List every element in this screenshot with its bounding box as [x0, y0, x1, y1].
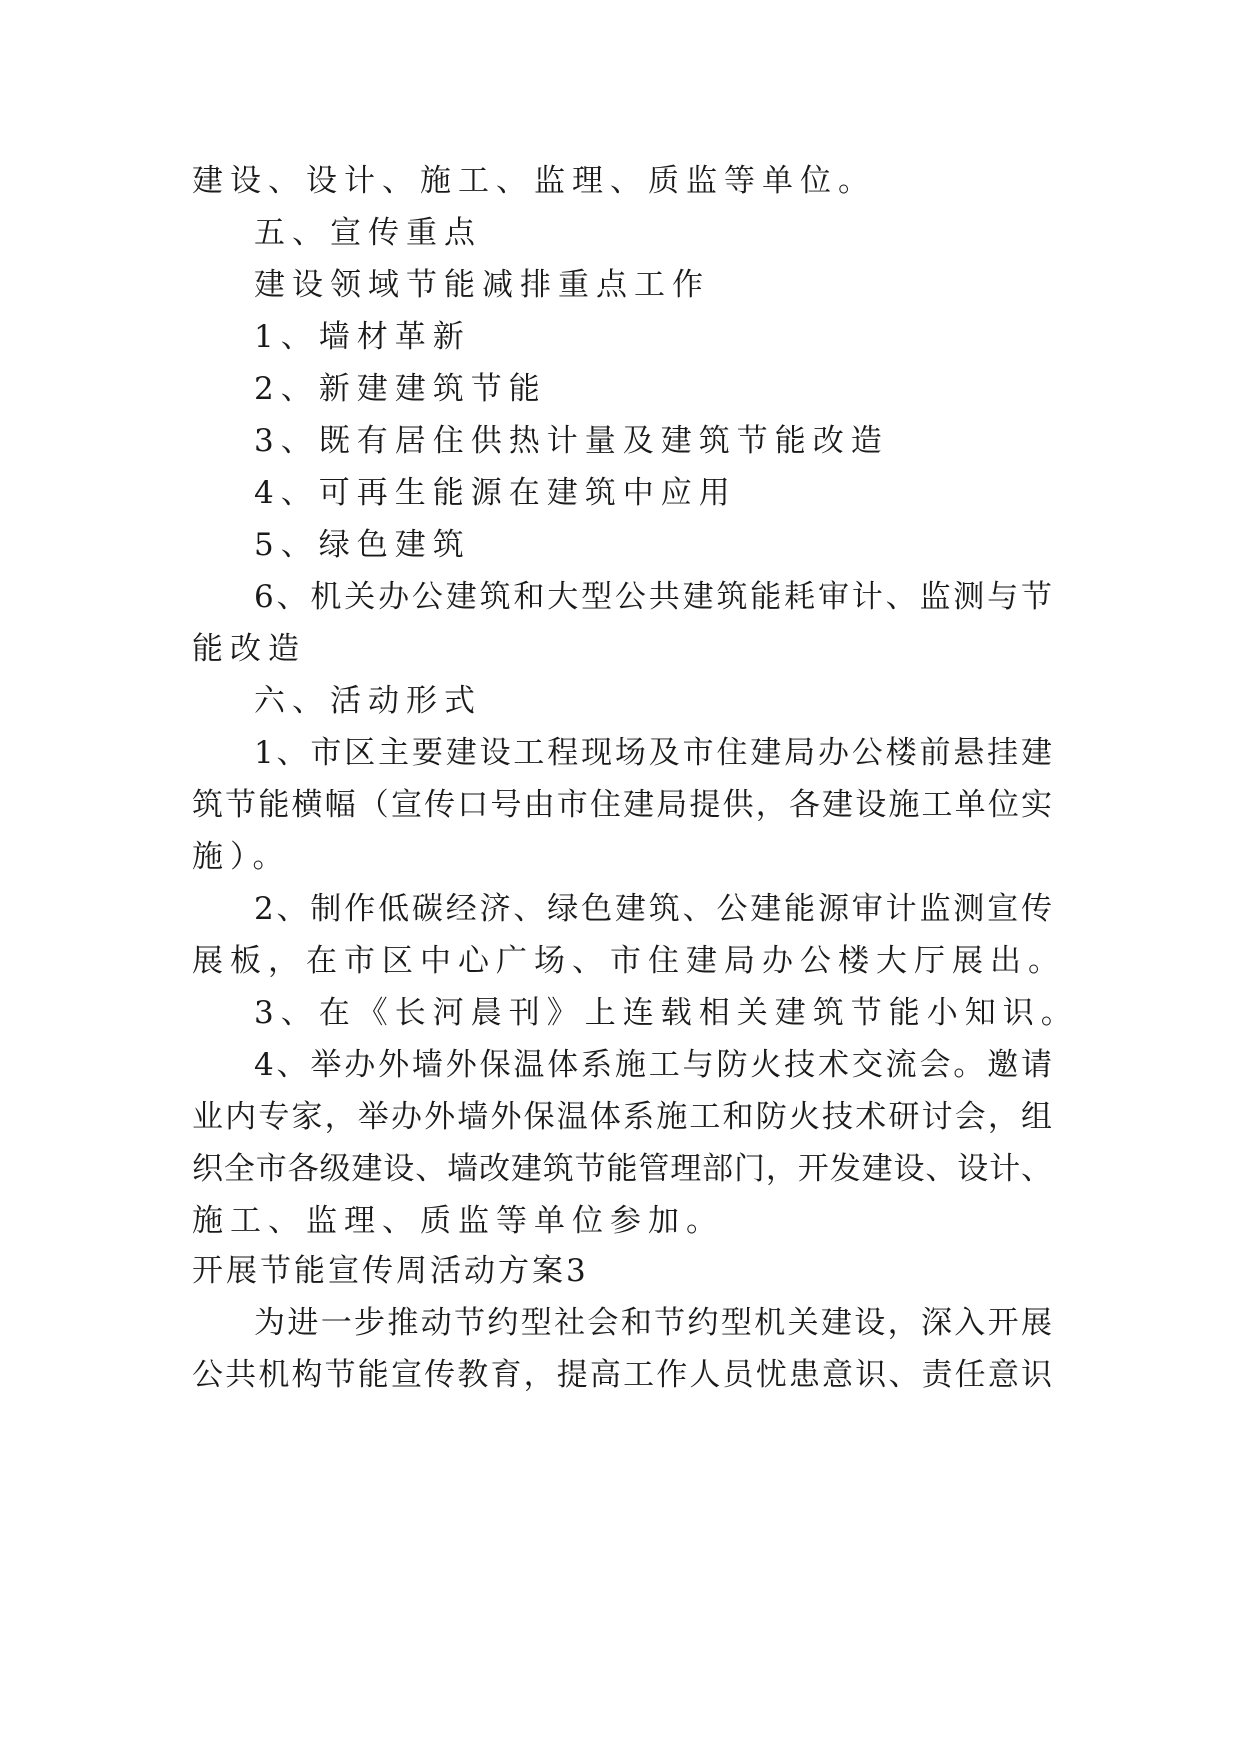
text-line: 建设、设计、施工、监理、质监等单位。 [192, 163, 876, 199]
paragraph-line: 展板，在市区中心广场、市住建局办公楼大厅展出。 [192, 943, 1066, 979]
list-item: 5、绿色建筑 [254, 527, 471, 563]
list-item: 1、墙材革新 [254, 319, 471, 355]
paragraph-line: 1、市区主要建设工程现场及市住建局办公楼前悬挂建 [254, 735, 1052, 771]
list-item: 3、既有居住供热计量及建筑节能改造 [254, 423, 889, 459]
text-line: 建设领域节能减排重点工作 [254, 267, 710, 303]
paragraph-line: 业内专家，举办外墙外保温体系施工和防火技术研讨会，组 [192, 1099, 1052, 1135]
list-item: 4、可再生能源在建筑中应用 [254, 475, 737, 511]
paragraph-line: 施工、监理、质监等单位参加。 [192, 1203, 724, 1239]
paragraph-line: 4、举办外墙外保温体系施工与防火技术交流会。邀请 [254, 1047, 1052, 1083]
paragraph-line: 施）。 [192, 839, 291, 875]
text-line: 能改造 [192, 631, 306, 667]
paragraph-line: 为进一步推动节约型社会和节约型机关建设，深入开展 [254, 1305, 1052, 1341]
document-title: 开展节能宣传周活动方案3 [192, 1253, 589, 1289]
list-item: 2、新建建筑节能 [254, 371, 547, 407]
section-heading: 五、宣传重点 [254, 215, 482, 251]
paragraph-line: 公共机构节能宣传教育，提高工作人员忧患意识、责任意识 [192, 1357, 1052, 1393]
paragraph-line: 2、制作低碳经济、绿色建筑、公建能源审计监测宣传 [254, 891, 1052, 927]
paragraph-line: 筑节能横幅（宣传口号由市住建局提供，各建设施工单位实 [192, 787, 1052, 823]
paragraph-line: 织全市各级建设、墙改建筑节能管理部门，开发建设、设计、 [192, 1151, 1052, 1187]
section-heading: 六、活动形式 [254, 683, 482, 719]
list-item: 6、机关办公建筑和大型公共建筑能耗审计、监测与节 [254, 579, 1052, 615]
paragraph-line: 3、在《长河晨刊》上连载相关建筑节能小知识。 [254, 995, 1079, 1031]
